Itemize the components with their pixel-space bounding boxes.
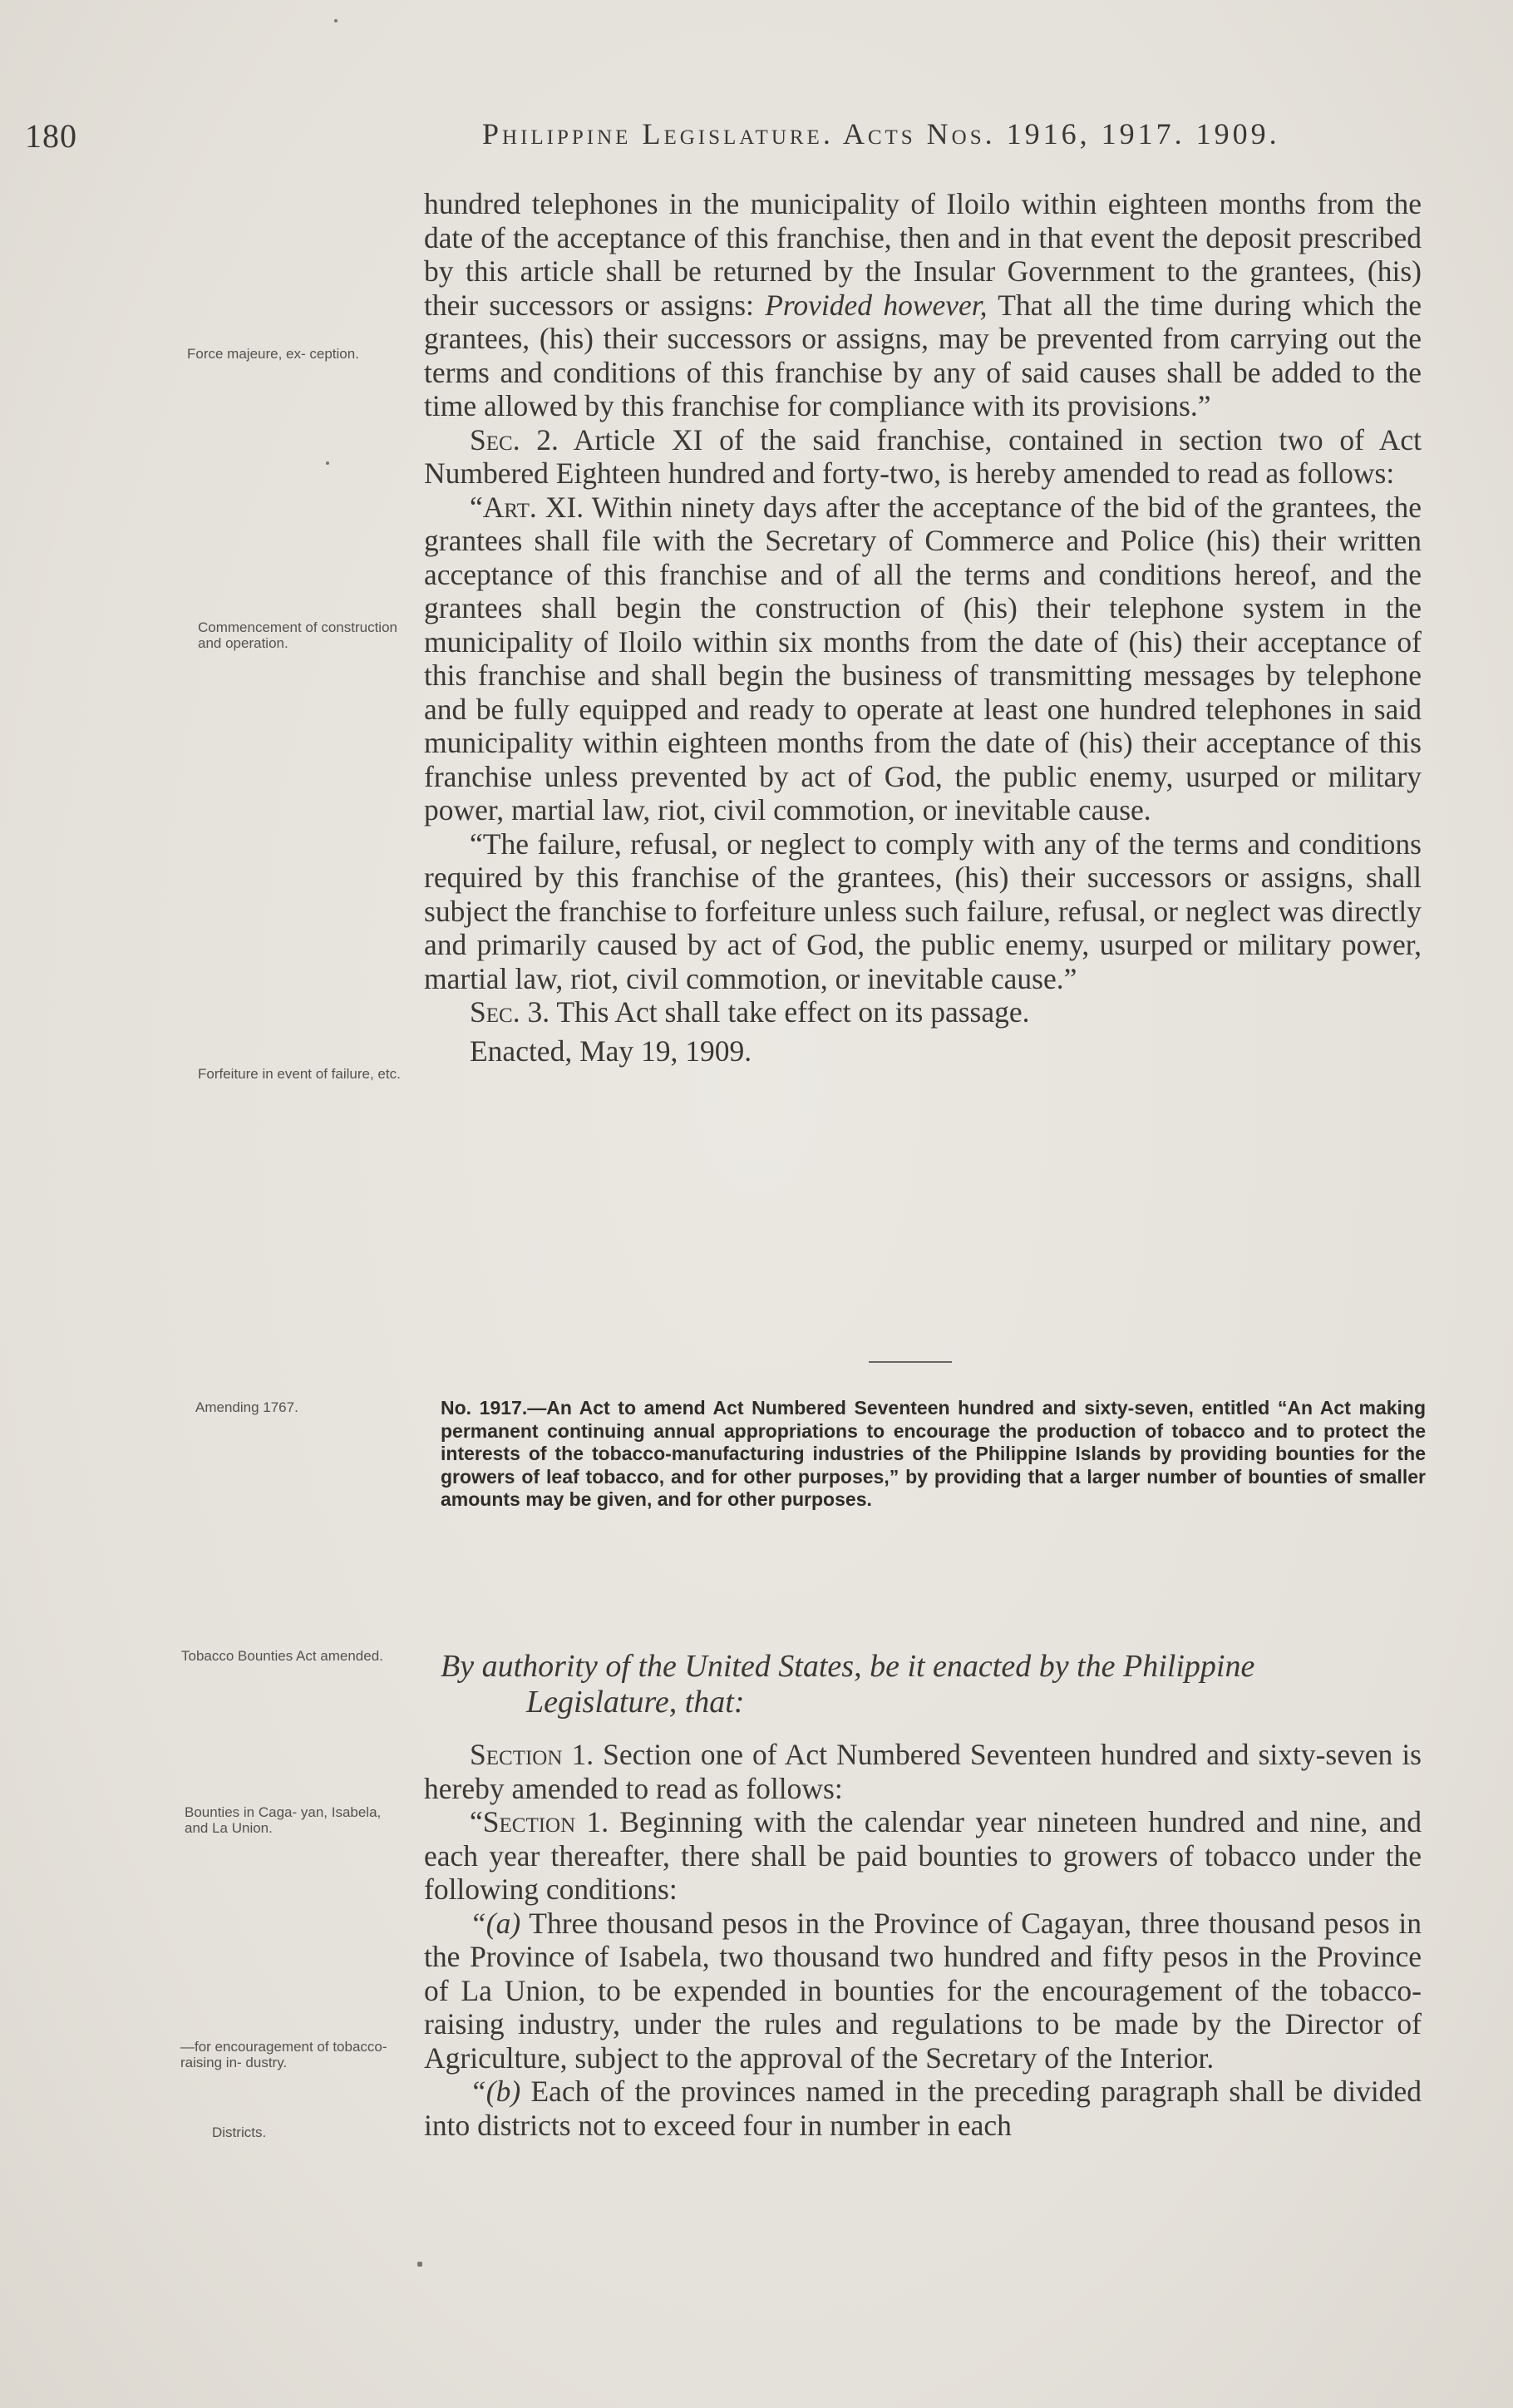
- forfeiture-paragraph: “The failure, refusal, or neglect to comply with any of the terms and conditions required by this franchise of the grantees, (his) their successors or assigns, shall subject the franchise to forfeiture unless such failure, refusal, or neglect was directly and primarily caused by act of God, the public enemy, usurped or military power, martial law, riot, civil commotion, or inevitable cause.”: [424, 827, 1422, 995]
- running-header: Philippine Legislature. Acts Nos. 1916, 1917. 1909.: [482, 117, 1280, 150]
- act-1917-title: [441, 1397, 1426, 1512]
- franchise-paragraph: hundred telephones in the municipality of Iloilo within eighteen months from the date of the acceptance of this franchise, then and in that event the deposit prescribed by this article shall be returned by the Insular Government to the grantees, (his) their successors or assigns: Provided however, That all the time during which the grantees, (his) their successors or assigns, may be prevented from carrying out the terms and conditions of this franchise by any of said causes shall be added to the time allowed by this franchise for compliance with its provisions.”: [424, 187, 1422, 422]
- proviso-label: Provided however,: [765, 288, 988, 322]
- paper-speck: [334, 19, 338, 22]
- enacted-date: Enacted, May 19, 1909.: [470, 1034, 752, 1068]
- quoted-section-1: “Section 1. Beginning with the calendar year nineteen hundred and nine, and each year thereafter, there shall be paid bounties to growers of tobacco under the following conditions:: [424, 1805, 1422, 1906]
- article-xi: “Art. XI. Within ninety days after the acceptance of the bid of the grantees, the grantees shall file with the Secretary of Commerce and Police (his) their written acceptance of this franchise and of all the terms and conditions hereof, and the grantees shall begin the construction of (his) their telephone system in the municipality of Iloilo within six months from the date of (his) their acceptance of this franchise and shall begin the business of transmitting messages by telephone and be fully equipped and ready to operate at least one hundred telephones in said municipality within eighteen months from the date of (his) their acceptance of this franchise unless prevented by act of God, the public enemy, usurped or military power, martial law, riot, civil commotion, or inevitable cause.: [424, 490, 1422, 827]
- paragraph-b: “(b) Each of the provinces named in the preceding paragraph shall be divided into districts not to exceed four in number in each: [424, 2075, 1422, 2142]
- margin-note-tobacco-act: Tobacco Bounties Act amended.: [181, 1648, 383, 1664]
- margin-note-districts: Districts.: [212, 2124, 267, 2140]
- section-2: Sec. 2. Article XI of the said franchise, contained in section two of Act Numbered Eighteen hundred and forty-two, is hereby amended to read as follows:: [424, 422, 1422, 490]
- act-number: No. 1917.: [441, 1397, 528, 1419]
- section-3: Sec. 3. This Act shall take effect on its passage.: [470, 995, 1030, 1029]
- margin-note-forfeiture: Forfeiture in event of failure, etc.: [198, 1066, 401, 1082]
- enacting-clause: By authority of the United States, be it enacted by the Philippine Legislature, that:: [441, 1649, 1255, 1720]
- page-number: 180: [25, 117, 77, 155]
- act-title-text: —An Act to amend Act Numbered Seventeen hundred and sixty-seven, entitled “An Act making permanent continuing annual appropriations to encourage the production of tobacco and to protect the interests of the tobacco-manufacturing industries of the Philippine Islands by providing bounties for the growers of leaf tobacco, and for other purposes,” by providing that a larger number of bounties of smaller amounts may be given, and for other purposes.: [441, 1397, 1426, 1510]
- margin-note-encouragement: —for encouragement of tobacco-raising in- dustry.: [180, 2039, 387, 2070]
- act-1916-text: [424, 187, 1422, 1068]
- act-1917-text: [424, 1738, 1422, 2142]
- section-divider: [869, 1361, 952, 1363]
- margin-note-bounties-in: Bounties in Caga- yan, Isabela, and La Union.: [185, 1804, 382, 1836]
- margin-note-force-majeure: Force majeure, ex- ception.: [187, 346, 359, 362]
- paragraph-a: “(a) Three thousand pesos in the Province of Cagayan, three thousand pesos in the Province of Isabela, two thousand two hundred and fifty pesos in the Province of La Union, to be expended in bounties for the encouragement of the tobacco-raising industry, under the rules and regulations to be made by the Director of Agriculture, subject to the approval of the Secretary of the Interior.: [424, 1906, 1422, 2075]
- paper-speck: [417, 2262, 422, 2267]
- margin-note-amending: Amending 1767.: [195, 1399, 298, 1415]
- section-1: Section 1. Section one of Act Numbered Seventeen hundred and sixty-seven is hereby amended to read as follows:: [424, 1738, 1422, 1805]
- paper-speck: [326, 461, 329, 465]
- margin-note-commencement: Commencement of construction and operation.: [198, 619, 397, 651]
